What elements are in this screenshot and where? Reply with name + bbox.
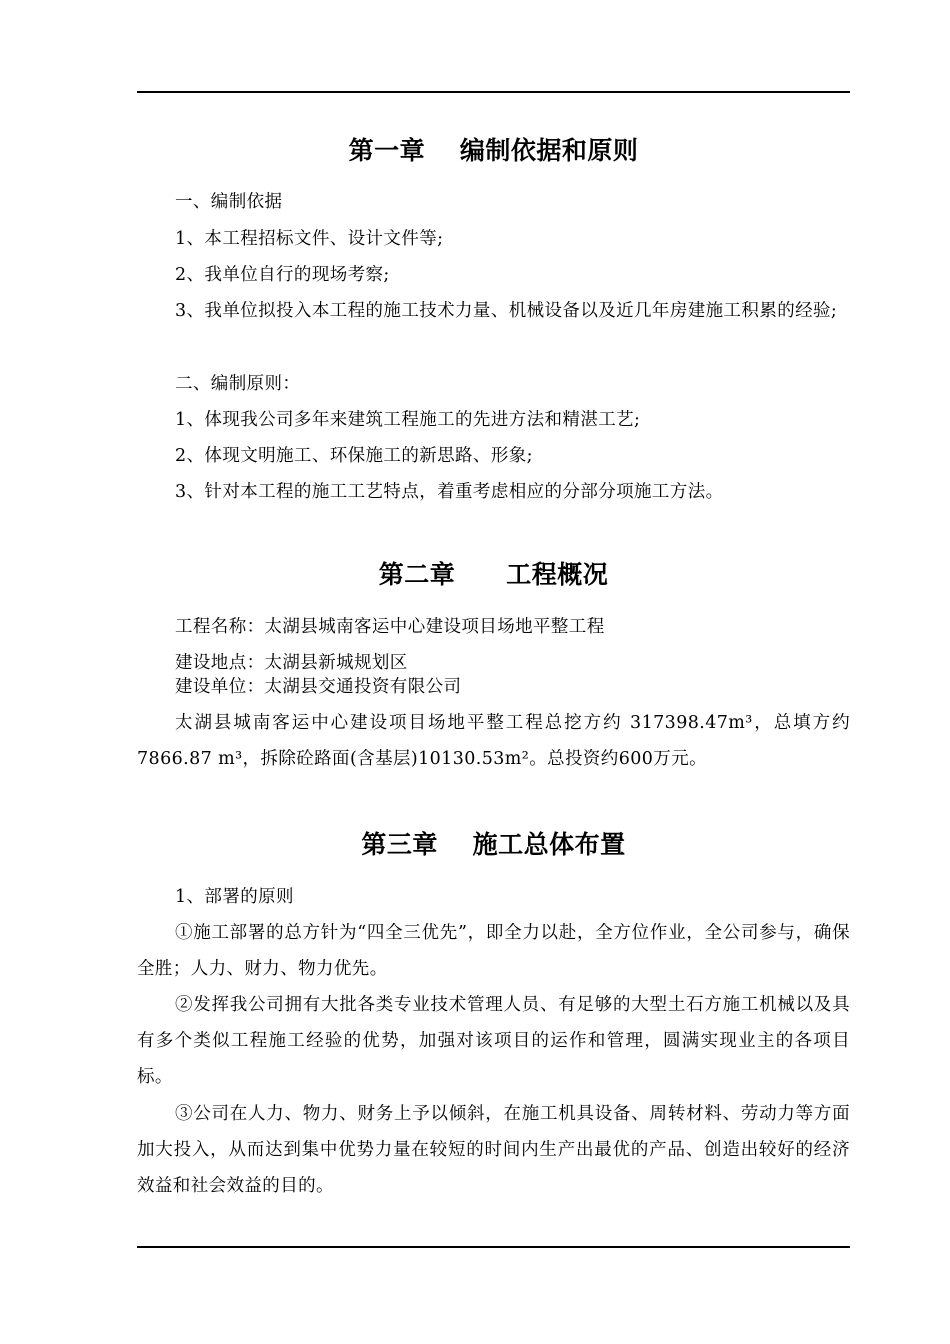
chapter-2-paragraph: 建设地点：太湖县新城规划区	[175, 653, 408, 673]
chapter-1-paragraph: 二、编制原则：	[175, 374, 301, 394]
chapter-3-paragraph: ③公司在人力、物力、财务上予以倾斜，在施工机具设备、周转材料、劳动力等方面加大投入，从而达到集中优势力量在较短的时间内生产出最优的产品、创造出较好的经济效益和社会效益的目的。	[137, 1104, 850, 1196]
chapter-3-paragraph: ①施工部署的总方针为“四全三优先”，即全力以赴，全方位作业，全公司参与，确保全胜；人力、财力、物力优先。	[137, 923, 850, 979]
chapter-1-paragraph: 2、我单位自行的现场考察;	[175, 265, 390, 285]
chapter-1-paragraph: 2、体现文明施工、环保施工的新思路、形象;	[175, 446, 533, 466]
chapter-3-paragraph: ②发挥我公司拥有大批各类专业技术管理人员、有足够的大型土石方施工机械以及具有多个类似工程施工经验的优势，加强对该项目的运作和管理，圆满实现业主的各项目标。	[137, 995, 850, 1087]
chapter-2-paragraph: 太湖县城南客运中心建设项目场地平整工程总挖方约 317398.47m³，总填方约7866.87 m³，拆除砼路面(含基层)10130.53m²。总投资约600万元。	[137, 713, 850, 769]
chapter-1-paragraph: 3、我单位拟投入本工程的施工技术力量、机械设备以及近几年房建施工积累的经验;	[175, 301, 838, 321]
chapter-1-paragraph: 1、本工程招标文件、设计文件等;	[175, 229, 444, 249]
chapter-1-title: 第一章 编制依据和原则	[348, 136, 639, 165]
header-rule	[137, 91, 850, 93]
chapter-3-title: 第三章 施工总体布置	[361, 830, 626, 859]
chapter-2-title: 第二章 工程概况	[378, 560, 609, 589]
chapter-1-paragraph: 1、体现我公司多年来建筑工程施工的先进方法和精湛工艺;	[175, 410, 641, 430]
footer-rule	[137, 1246, 850, 1248]
chapter-1-paragraph: 3、针对本工程的施工工艺特点，着重考虑相应的分部分项施工方法。	[175, 482, 724, 502]
chapter-2-paragraph: 工程名称：太湖县城南客运中心建设项目场地平整工程	[175, 617, 605, 637]
chapter-2-paragraph: 建设单位：太湖县交通投资有限公司	[175, 677, 462, 697]
chapter-1-paragraph: 一、编制依据	[175, 192, 283, 212]
chapter-3-paragraph: 1、部署的原则	[175, 887, 294, 907]
